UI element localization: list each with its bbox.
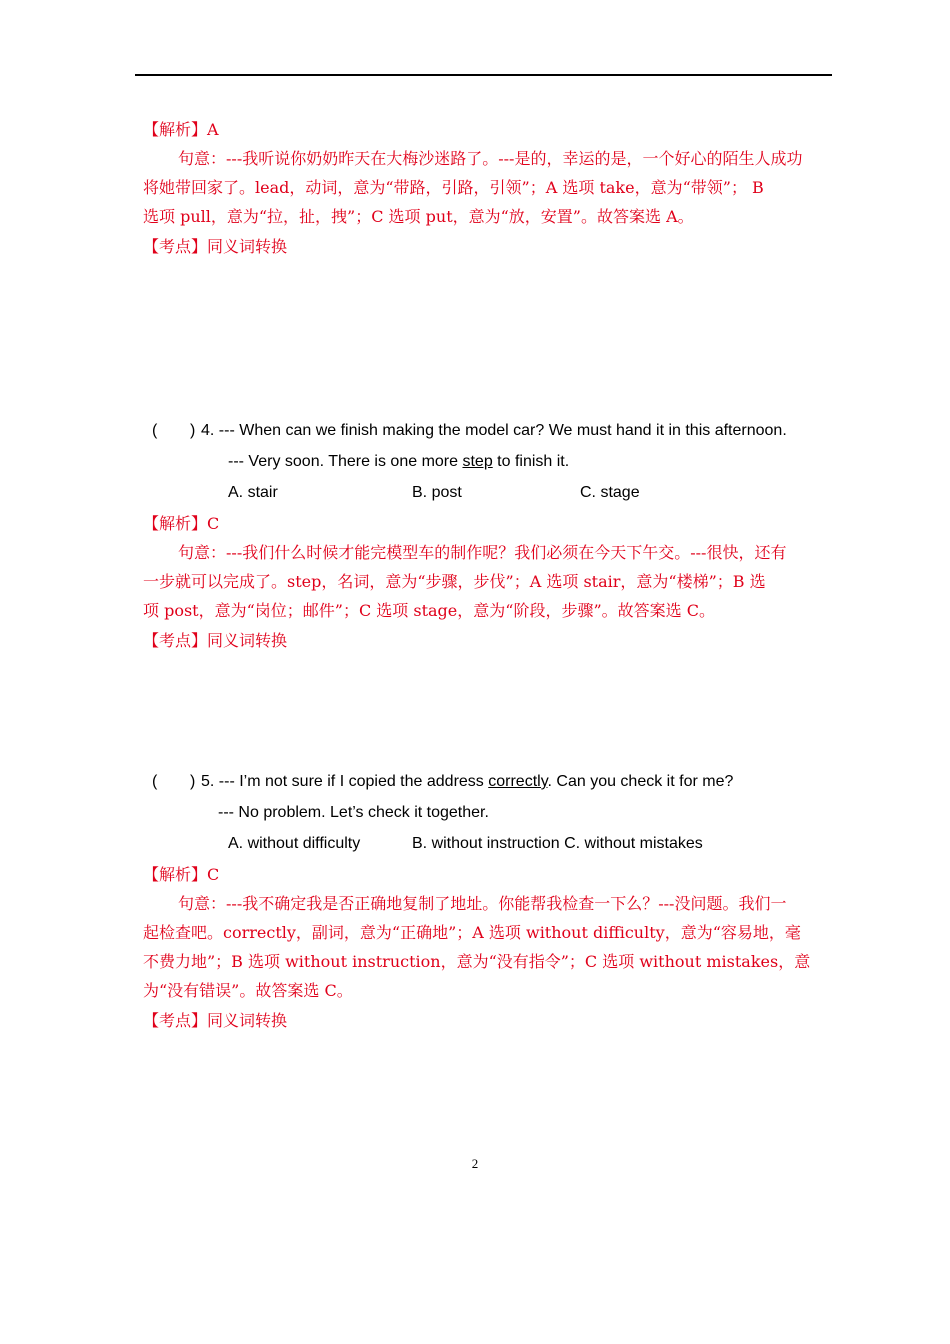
answer: C: [207, 514, 220, 533]
keypoint-heading: [143, 237, 287, 257]
analysis-label: 【解析】: [143, 120, 208, 139]
question-5-text: [201, 772, 733, 792]
analysis-heading: [143, 120, 219, 140]
page-number: 2: [471, 1156, 479, 1171]
explanation-line: 一步就可以完成了。step，名词，意为“步骤，步伐”；A 选项 stair，意为“楼梯”；B 选: [143, 572, 766, 591]
analysis-heading: [143, 865, 219, 885]
underlined-word: correctly: [488, 773, 548, 790]
option-a: A. without difficulty: [228, 835, 361, 852]
reply-text: --- Very soon. There is one more: [228, 453, 463, 470]
answer-paren-close: ): [190, 773, 196, 790]
analysis-heading: [143, 514, 219, 534]
explanation-line: 将她带回家了。lead，动词，意为“带路，引路，引领”；A 选项 take，意为“带领”； B: [143, 178, 764, 197]
keypoint-label: 【考点】: [143, 631, 208, 650]
answer-paren-open: (: [152, 773, 158, 790]
keypoint-label: 【考点】: [143, 1011, 208, 1030]
answer: C: [207, 865, 220, 884]
analysis-label: 【解析】: [143, 514, 208, 533]
keypoint-heading: [143, 1011, 287, 1031]
reply-text: to finish it.: [492, 453, 570, 470]
option-a: A. stair: [228, 484, 278, 501]
answer-paren-open: (: [152, 422, 158, 439]
question-text: 5. --- I’m not sure if I copied the address: [201, 773, 489, 790]
header-rule: [135, 74, 832, 76]
question-5-reply: --- No problem. Let’s check it together.: [218, 804, 489, 821]
answer-paren-close: ): [190, 422, 196, 439]
keypoint-label: 【考点】: [143, 237, 208, 256]
answer: A: [207, 120, 219, 139]
explanation-line: 不费力地”；B 选项 without instruction，意为“没有指令”；C 选项 without mistakes，意: [143, 952, 811, 971]
explanation-line: 项 post，意为“岗位；邮件”；C 选项 stage，意为“阶段，步骤”。故答案选 C。: [143, 601, 715, 620]
analysis-label: 【解析】: [143, 865, 208, 884]
explanation-line: 句意：---我听说你奶奶昨天在大梅沙迷路了。---是的，幸运的是，一个好心的陌生人成功: [178, 149, 803, 168]
explanation-line: 为“没有错误”。故答案选 C。: [143, 981, 353, 1000]
keypoint-text: 同义词转换: [207, 237, 288, 256]
keypoint-text: 同义词转换: [207, 1011, 288, 1030]
explanation-line: 句意：---我不确定我是否正确地复制了地址。你能帮我检查一下么？---没问题。我们一: [178, 894, 787, 913]
keypoint-text: 同义词转换: [207, 631, 288, 650]
question-4-text: 4. --- When can we finish making the model car? We must hand it in this afternoon.: [201, 422, 787, 439]
underlined-word: step: [462, 453, 493, 470]
explanation-line: 选项 pull，意为“拉，扯，拽”；C 选项 put，意为“放，安置”。故答案选 A。: [143, 207, 694, 226]
option-b: B. post: [412, 484, 462, 501]
option-c: C. stage: [580, 484, 640, 501]
explanation-line: 起检查吧。correctly，副词，意为“正确地”；A 选项 without difficulty，意为“容易地，毫: [143, 923, 801, 942]
keypoint-heading: [143, 631, 287, 651]
option-b-c: B. without instruction C. without mistakes: [412, 835, 703, 852]
question-text: . Can you check it for me?: [547, 773, 734, 790]
explanation-line: 句意：---我们什么时候才能完模型车的制作呢？我们必须在今天下午交。---很快，还有: [178, 543, 787, 562]
question-4-reply: [228, 452, 569, 472]
